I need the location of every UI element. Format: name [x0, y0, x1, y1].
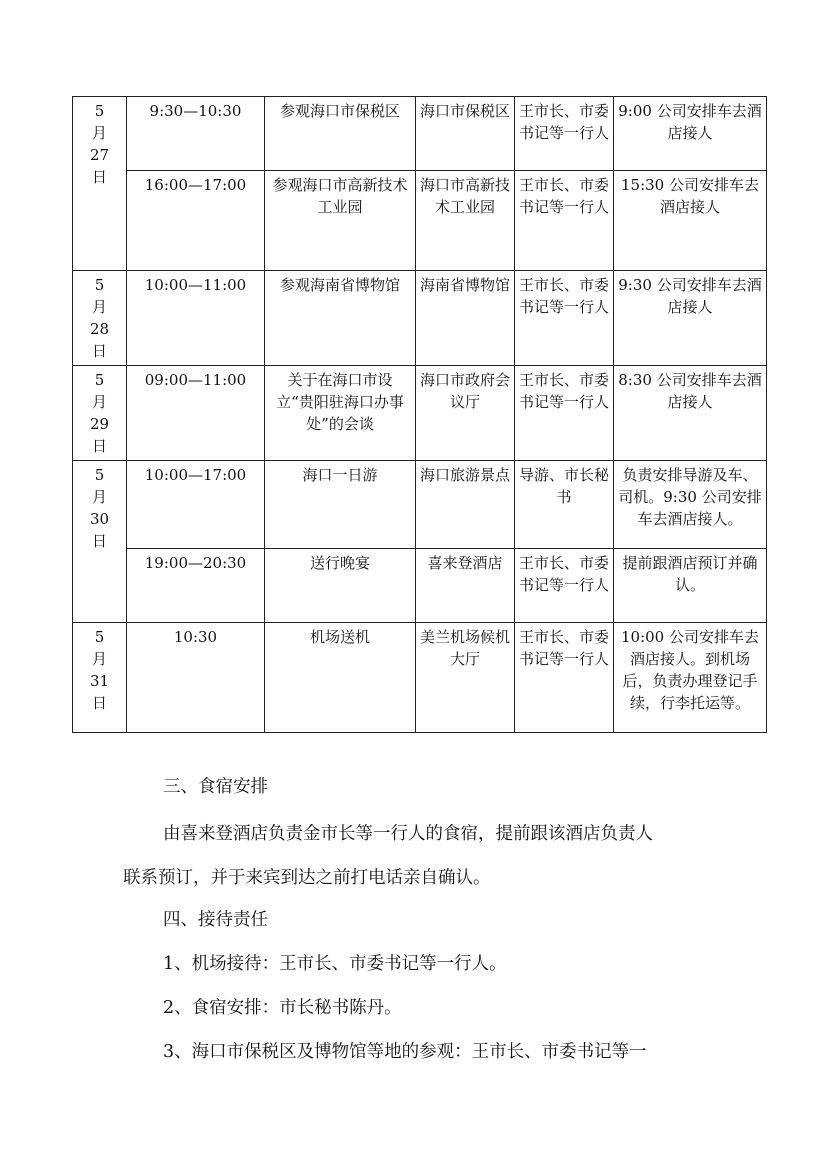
time-cell: 9:30—10:30: [127, 97, 265, 171]
date-part: 5: [94, 628, 105, 646]
location-cell: 海南省博物馆: [416, 271, 515, 366]
people-cell: 王市长、市委书记等一行人: [515, 366, 614, 461]
time-cell: 10:00—17:00: [127, 461, 265, 549]
activity-cell: 机场送机: [265, 623, 416, 733]
activity-cell: 参观海南省博物馆: [265, 271, 416, 366]
section4-heading: 四、接待责任: [163, 910, 268, 930]
date-part: 月: [91, 488, 107, 506]
section3-line2: 联系预订，并于来宾到达之前打电话亲自确认。: [123, 868, 491, 888]
date-part: 29: [89, 415, 110, 433]
location-cell: 海口市高新技术工业园: [416, 171, 515, 271]
time-cell: 09:00—11:00: [127, 366, 265, 461]
time-cell: 16:00—17:00: [127, 171, 265, 271]
date-part: 月: [91, 124, 107, 142]
date-part: 27: [89, 146, 110, 164]
item-2: 2、食宿安排：市长秘书陈丹。: [163, 998, 402, 1018]
date-part: 日: [91, 694, 107, 712]
people-cell: 王市长、市委书记等一行人: [515, 97, 614, 171]
note-cell: 15:30 公司安排车去酒店接人: [614, 171, 767, 271]
date-part: 30: [89, 510, 110, 528]
people-cell: 王市长、市委书记等一行人: [515, 623, 614, 733]
date-part: 月: [91, 298, 107, 316]
table-row: [73, 623, 767, 733]
note-cell: 8:30 公司安排车去酒店接人: [614, 366, 767, 461]
people-cell: 王市长、市委书记等一行人: [515, 171, 614, 271]
time-cell: 10:30: [127, 623, 265, 733]
location-cell: 海口市保税区: [416, 97, 515, 171]
date-part: 日: [91, 168, 107, 186]
date-part: 日: [91, 532, 107, 550]
table-row: [73, 461, 767, 549]
date-part: 5: [94, 466, 105, 484]
date-part: 5: [94, 276, 105, 294]
note-cell: 10:00 公司安排车去酒店接人。到机场后，负责办理登记手续，行李托运等。: [614, 623, 767, 733]
date-cell: [73, 271, 127, 366]
item-1: 1、机场接待：王市长、市委书记等一行人。: [163, 954, 507, 974]
date-part: 日: [91, 342, 107, 360]
people-cell: 王市长、市委书记等一行人: [515, 271, 614, 366]
date-cell: [73, 97, 127, 271]
activity-cell: 海口一日游: [265, 461, 416, 549]
date-part: 日: [91, 437, 107, 455]
table-row: [73, 366, 767, 461]
section3-heading: 三、食宿安排: [163, 777, 268, 797]
schedule-table: [72, 96, 767, 733]
date-part: 月: [91, 650, 107, 668]
table-row: [73, 171, 767, 271]
activity-cell: 送行晚宴: [265, 549, 416, 623]
activity-cell: 参观海口市高新技术工业园: [265, 171, 416, 271]
activity-cell: 关于在海口市设立“贵阳驻海口办事处”的会谈: [265, 366, 416, 461]
location-cell: 海口市政府会议厅: [416, 366, 515, 461]
table-row: [73, 549, 767, 623]
people-cell: 王市长、市委书记等一行人: [515, 549, 614, 623]
date-cell: [73, 461, 127, 623]
note-cell: 9:00 公司安排车去酒店接人: [614, 97, 767, 171]
note-cell: 9:30 公司安排车去酒店接人: [614, 271, 767, 366]
activity-cell: 参观海口市保税区: [265, 97, 416, 171]
table-row: [73, 97, 767, 171]
schedule-table-body: [73, 97, 767, 733]
date-cell: [73, 366, 127, 461]
time-cell: 19:00—20:30: [127, 549, 265, 623]
date-cell: [73, 623, 127, 733]
date-part: 5: [94, 102, 105, 120]
item-3: 3、海口市保税区及博物馆等地的参观：王市长、市委书记等一: [163, 1042, 647, 1062]
location-cell: 海口旅游景点: [416, 461, 515, 549]
time-cell: 10:00—11:00: [127, 271, 265, 366]
location-cell: 喜来登酒店: [416, 549, 515, 623]
section3-line1: 由喜来登酒店负责金市长等一行人的食宿，提前跟该酒店负责人: [163, 824, 653, 844]
location-cell: 美兰机场候机大厅: [416, 623, 515, 733]
note-cell: 负责安排导游及车、司机。9:30 公司安排车去酒店接人。: [614, 461, 767, 549]
date-part: 28: [89, 320, 110, 338]
note-cell: 提前跟酒店预订并确认。: [614, 549, 767, 623]
date-part: 月: [91, 393, 107, 411]
people-cell: 导游、市长秘书: [515, 461, 614, 549]
table-row: [73, 271, 767, 366]
date-part: 5: [94, 371, 105, 389]
date-part: 31: [89, 672, 110, 690]
